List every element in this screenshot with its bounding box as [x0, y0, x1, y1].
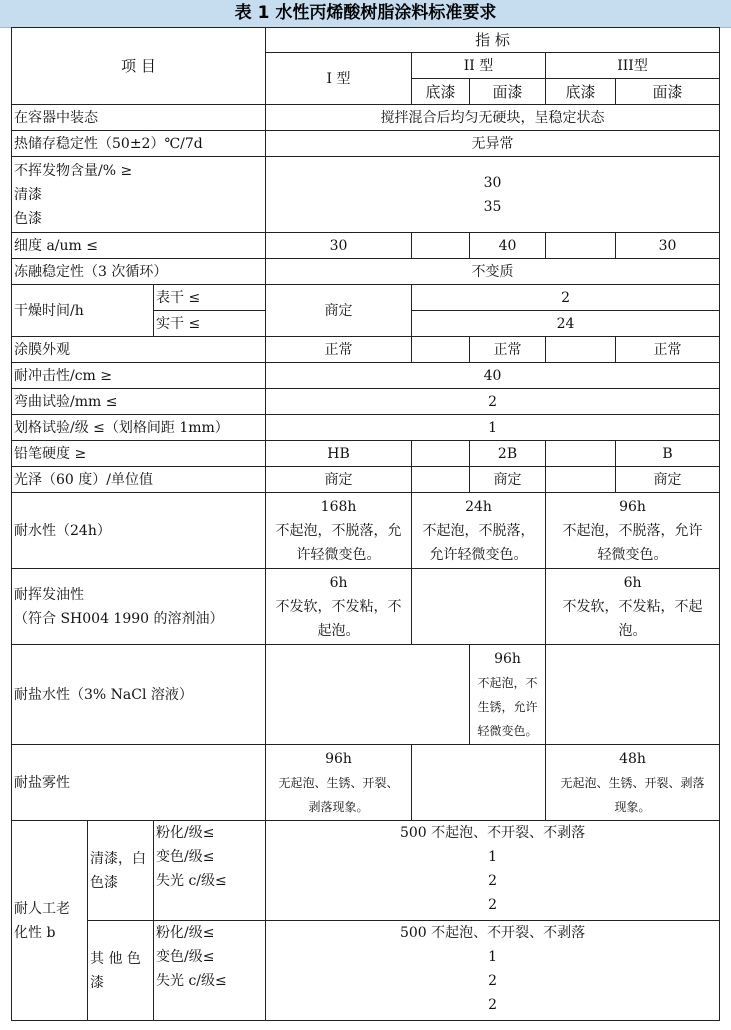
type3-value: 48h 无起泡、生锈、开裂、剥落 现象。: [546, 745, 720, 821]
type3-primer-value: [546, 233, 616, 259]
table-row: [12, 105, 720, 131]
table-row: [12, 467, 720, 493]
row-label: 细度 a/um ≤: [12, 233, 266, 259]
header-indicator: 指 标: [266, 28, 720, 53]
type2-topcoat-value: 2B: [470, 441, 546, 467]
type2-value: [412, 745, 546, 821]
table-row: [12, 745, 720, 821]
row-label: 耐挥发油性 （符合 SH004 1990 的溶剂油）: [12, 569, 266, 645]
type2-topcoat-value: 96h 不起泡，不 生锈，允许 轻微变色。: [470, 645, 546, 745]
table-row: [12, 233, 720, 259]
row-label: 耐盐水性（3% NaCl 溶液）: [12, 645, 266, 745]
type2-primer-value: [412, 467, 470, 493]
type2-topcoat-value: 正常: [470, 337, 546, 363]
aging-values: 500 不起泡、不开裂、不剥落 1 2 2: [266, 821, 720, 921]
type3-value: 96h 不起泡，不脱落，允许 轻微变色。: [546, 493, 720, 569]
row-label: 涂膜外观: [12, 337, 266, 363]
type3-topcoat-value: B: [616, 441, 720, 467]
table-row: [12, 28, 720, 53]
type1-value: HB: [266, 441, 412, 467]
surface-dry-value: 2: [412, 285, 720, 311]
type3-topcoat-value: 30: [616, 233, 720, 259]
hard-dry-label: 实干 ≤: [154, 311, 266, 337]
type2-value: 24h 不起泡，不脱落， 允许轻微变色。: [412, 493, 546, 569]
table-row: [12, 131, 720, 157]
header-type3: III型: [546, 53, 720, 79]
aging-values: 500 不起泡、不开裂、不剥落 1 2 2: [266, 921, 720, 1021]
header-type3-topcoat: 面漆: [616, 79, 720, 105]
table-row: [12, 645, 720, 745]
row-value: 2: [266, 389, 720, 415]
type1-value: 商定: [266, 467, 412, 493]
aging-group-clear-white: 清漆，白 色漆: [88, 821, 154, 921]
header-type2: II 型: [412, 53, 546, 79]
table-row: [12, 415, 720, 441]
type1-value: [266, 645, 470, 745]
row-label: 耐水性（24h）: [12, 493, 266, 569]
type3-primer-value: [546, 467, 616, 493]
table-row: [12, 259, 720, 285]
table-row: [12, 285, 720, 311]
row-value: 30 35: [266, 157, 720, 233]
row-label: 铅笔硬度 ≥: [12, 441, 266, 467]
table-row: [12, 493, 720, 569]
type1-value: 96h 无起泡、生锈、开裂、 剥落现象。: [266, 745, 412, 821]
row-label: 冻融稳定性（3 次循环）: [12, 259, 266, 285]
row-label: 在容器中装态: [12, 105, 266, 131]
row-label: 干燥时间/h: [12, 285, 154, 337]
surface-dry-label: 表干 ≤: [154, 285, 266, 311]
table-row: [12, 337, 720, 363]
table-row: [12, 821, 720, 921]
row-label: 不挥发物含量/% ≥ 清漆 色漆: [12, 157, 266, 233]
type2-primer-value: [412, 441, 470, 467]
type2-topcoat-value: 商定: [470, 467, 546, 493]
row-value: 1: [266, 415, 720, 441]
table-row: [12, 157, 720, 233]
aging-criteria: 粉化/级≤ 变色/级≤ 失光 c/级≤: [154, 821, 266, 921]
header-type2-primer: 底漆: [412, 79, 470, 105]
type3-primer-value: [546, 337, 616, 363]
table-row: [12, 389, 720, 415]
type1-value: 6h 不发软，不发粘，不 起泡。: [266, 569, 412, 645]
header-type2-topcoat: 面漆: [470, 79, 546, 105]
aging-label: 耐人工老 化性 b: [12, 821, 88, 1021]
table-row: [12, 363, 720, 389]
type3-primer-value: [546, 441, 616, 467]
aging-group-other: 其 他 色 漆: [88, 921, 154, 1021]
standard-requirements-table: [11, 27, 720, 1021]
header-item: 项 目: [12, 28, 266, 105]
header-type1: I 型: [266, 53, 412, 105]
row-label: 划格试验/级 ≤（划格间距 1mm）: [12, 415, 266, 441]
header-type3-primer: 底漆: [546, 79, 616, 105]
row-label: 光泽（60 度）/单位值: [12, 467, 266, 493]
type3-topcoat-value: 正常: [616, 337, 720, 363]
type1-value: 商定: [266, 285, 412, 337]
type3-topcoat-value: 商定: [616, 467, 720, 493]
type2-primer-value: [412, 233, 470, 259]
row-value: 搅拌混合后均匀无硬块，呈稳定状态: [266, 105, 720, 131]
type2-value: [412, 569, 546, 645]
type3-value: 6h 不发软，不发粘，不起 泡。: [546, 569, 720, 645]
type1-value: 正常: [266, 337, 412, 363]
table-title: 表 1 水性丙烯酸树脂涂料标准要求: [234, 3, 497, 23]
table-row: [12, 921, 720, 1021]
type3-value: [546, 645, 720, 745]
type2-primer-value: [412, 337, 470, 363]
type1-value: 168h 不起泡，不脱落，允 许轻微变色。: [266, 493, 412, 569]
row-label: 弯曲试验/mm ≤: [12, 389, 266, 415]
table-row: [12, 441, 720, 467]
type1-value: 30: [266, 233, 412, 259]
row-value: 40: [266, 363, 720, 389]
row-value: 不变质: [266, 259, 720, 285]
type2-topcoat-value: 40: [470, 233, 546, 259]
row-label: 热储存稳定性（50±2）℃/7d: [12, 131, 266, 157]
row-value: 无异常: [266, 131, 720, 157]
aging-criteria: 粉化/级≤ 变色/级≤ 失光 c/级≤: [154, 921, 266, 1021]
row-label: 耐冲击性/cm ≥: [12, 363, 266, 389]
row-label: 耐盐雾性: [12, 745, 266, 821]
table-row: [12, 569, 720, 645]
hard-dry-value: 24: [412, 311, 720, 337]
